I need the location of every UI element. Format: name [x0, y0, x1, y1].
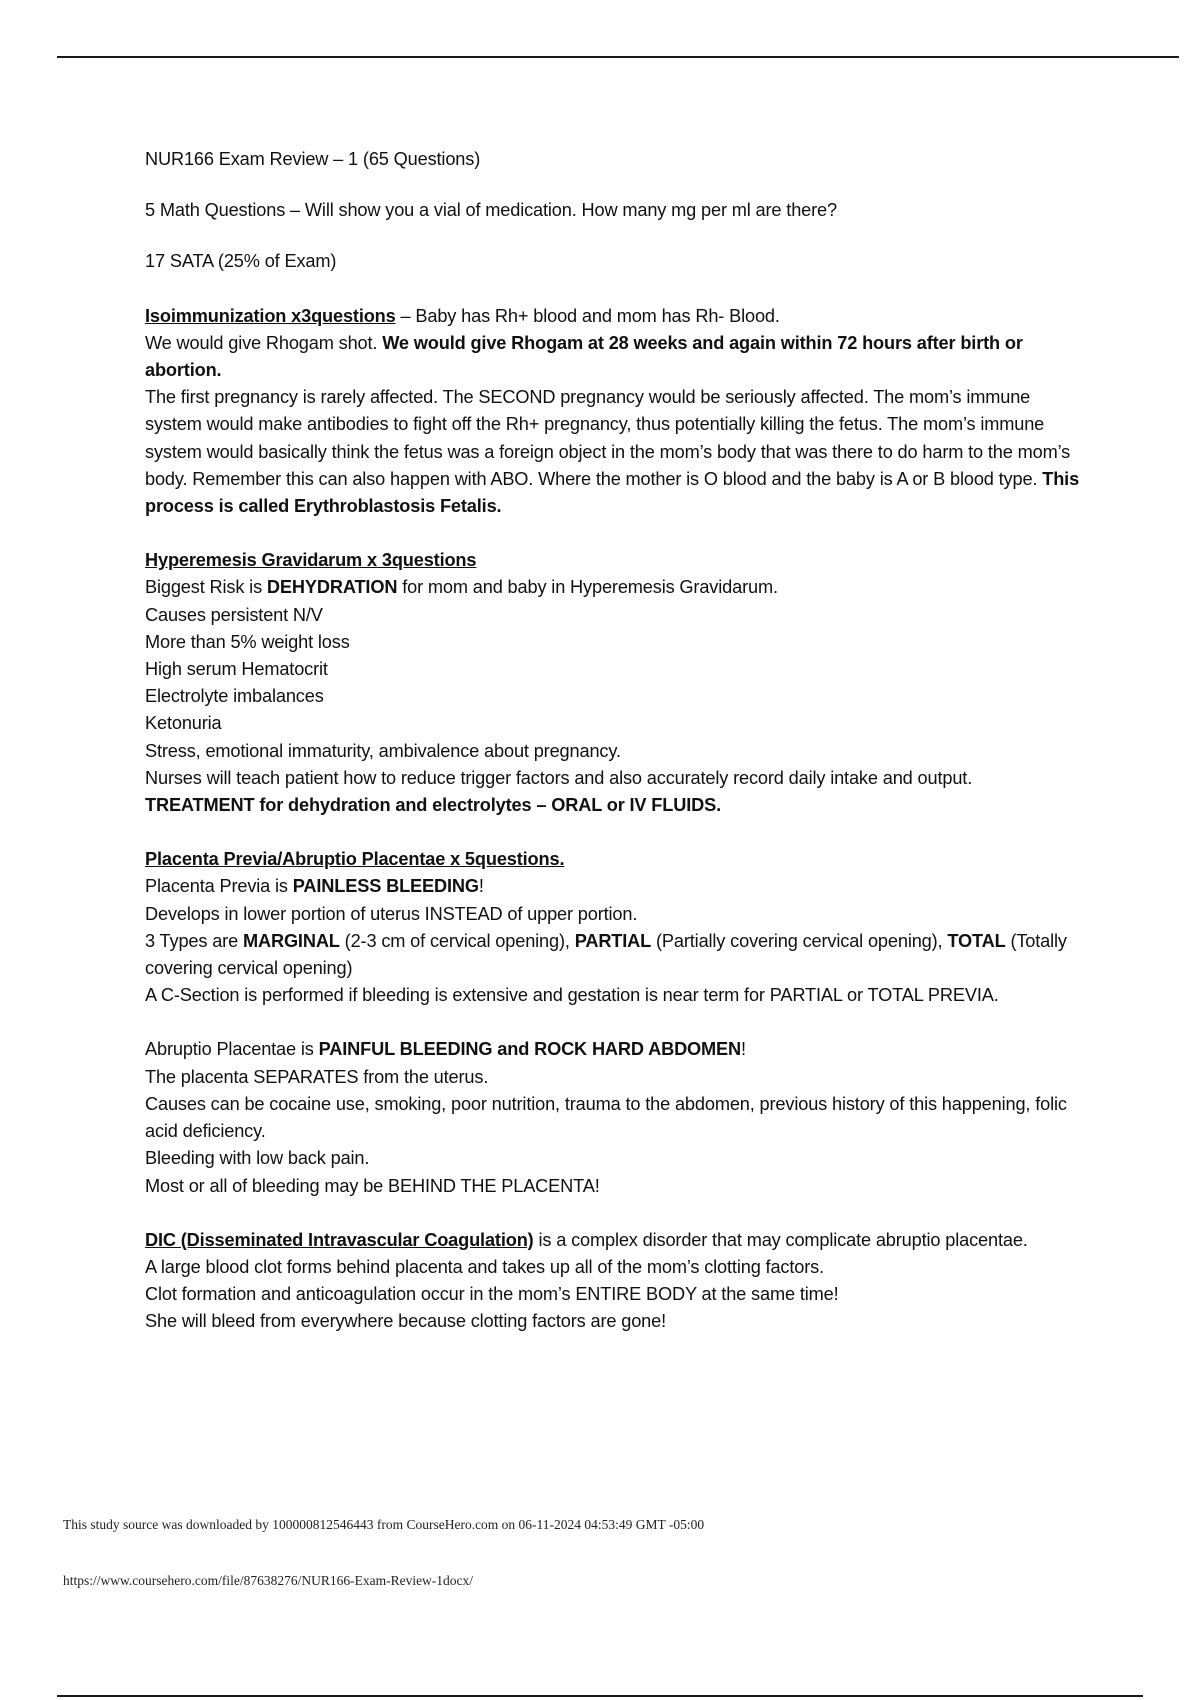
previa-line-4: A C-Section is performed if bleeding is extensive and gestation is near term for PARTIAL or TOTAL PREVIA.: [145, 985, 999, 1006]
footer-source: This study source was downloaded by 100000812546443 from CourseHero.com on 06-11-2024 04:53:49 GMT -05:00: [63, 1517, 705, 1532]
dic-heading: DIC (Disseminated Intravascular Coagulation): [145, 1229, 534, 1250]
previa-heading: [145, 846, 1090, 873]
previa-line-3: [145, 928, 1090, 982]
list-item: Nurses will teach patient how to reduce trigger factors and also accurately record daily intake and output.: [145, 767, 973, 788]
hyper-risk-b: DEHYDRATION: [266, 577, 398, 598]
top-rule: [57, 56, 1179, 58]
iso-rhogam: [145, 330, 1090, 384]
iso-intro-text: – Baby has Rh+ blood and mom has Rh- Blood.: [395, 305, 780, 326]
abruptio-line-1: [145, 1036, 1090, 1063]
hyper-treatment: [145, 792, 1090, 819]
list-item: More than 5% weight loss: [145, 631, 350, 652]
list-item: High serum Hematocrit: [145, 659, 328, 680]
hyper-risk-c: for mom and baby in Hyperemesis Gravidarum.: [397, 577, 778, 598]
previa-l1a: Placenta Previa is: [145, 876, 293, 897]
iso-intro: [145, 303, 1090, 330]
abruptio-l1b: PAINFUL BLEEDING and ROCK HARD ABDOMEN: [318, 1039, 742, 1060]
abruptio-l1a: Abruptio Placentae is: [145, 1039, 319, 1060]
abruptio-line-4: Bleeding with low back pain.: [145, 1148, 370, 1169]
iso-rhogam-bold: We would give Rhogam at 28 weeks and again within 72 hours after birth or abortion.: [145, 332, 1023, 381]
hyper-heading-text: Hyperemesis Gravidarum x 3questions: [145, 550, 477, 571]
bottom-rule: [57, 1695, 1143, 1697]
previa-l3e: (Partially covering cervical opening),: [651, 930, 948, 951]
abruptio-line-3: Causes can be cocaine use, smoking, poor nutrition, trauma to the abdomen, previous history of this happening, folic acid deficiency.: [145, 1093, 1067, 1142]
previa-l3a: 3 Types are: [145, 930, 243, 951]
hyper-heading: [145, 547, 1090, 574]
previa-heading-text: Placenta Previa/Abruptio Placentae x 5questions.: [145, 849, 565, 870]
sata-note: 17 SATA (25% of Exam): [145, 251, 337, 272]
iso-paragraph-text: The first pregnancy is rarely affected. The SECOND pregnancy would be seriously affected. The mom’s immune system would make antibodies to fight off the Rh+ pregnancy, thus potentially killing the fetus. The mom’s immune system would basically think the fetus was a foreign object in the mom’s body that was there to do harm to the mom’s body. Remember this can also happen with ABO. Where the mother is O blood and the baby is A or B blood type.: [145, 387, 1071, 489]
hyper-risk: [145, 574, 1090, 601]
math-note: 5 Math Questions – Will show you a vial of medication. How many mg per ml are there?: [145, 200, 837, 221]
dic-intro: [145, 1227, 1090, 1254]
iso-paragraph: [145, 384, 1090, 520]
previa-l3g: (Totally covering cervical opening): [145, 930, 1067, 979]
previa-line-2: Develops in lower portion of uterus INSTEAD of upper portion.: [145, 903, 638, 924]
previa-l1b: PAINLESS BLEEDING: [292, 876, 479, 897]
abruptio-l1c: !: [741, 1039, 746, 1060]
dic-intro-text: is a complex disorder that may complicate abruptio placentae.: [533, 1229, 1028, 1250]
document-body: [145, 146, 1090, 1336]
previa-l3f: TOTAL: [947, 930, 1006, 951]
abruptio-line-2: The placenta SEPARATES from the uterus.: [145, 1066, 489, 1087]
previa-line-1: [145, 873, 1090, 900]
previa-l3c: (2-3 cm of cervical opening),: [339, 930, 575, 951]
dic-line-3: Clot formation and anticoagulation occur in the mom’s ENTIRE BODY at the same time!: [145, 1284, 839, 1305]
list-item: Causes persistent N/V: [145, 604, 323, 625]
list-item: Ketonuria: [145, 713, 222, 734]
list-item: Stress, emotional immaturity, ambivalence about pregnancy.: [145, 740, 621, 761]
dic-line-4: She will bleed from everywhere because clotting factors are gone!: [145, 1311, 667, 1332]
previa-l1c: !: [478, 876, 484, 897]
iso-paragraph-bold: This process is called Erythroblastosis Fetalis.: [145, 468, 1080, 517]
document-title: NUR166 Exam Review – 1 (65 Questions): [145, 149, 481, 169]
previa-l3b: MARGINAL: [242, 930, 340, 951]
iso-rhogam-text: We would give Rhogam shot.: [145, 332, 383, 353]
iso-heading: Isoimmunization x3questions: [145, 305, 396, 326]
hyper-risk-a: Biggest Risk is: [145, 577, 267, 598]
previa-l3d: PARTIAL: [574, 930, 652, 951]
footer-url[interactable]: https://www.coursehero.com/file/87638276/NUR166-Exam-Review-1docx/: [63, 1573, 474, 1588]
abruptio-line-5: Most or all of bleeding may be BEHIND THE PLACENTA!: [145, 1175, 600, 1196]
list-item: Electrolyte imbalances: [145, 686, 324, 707]
dic-line-2: A large blood clot forms behind placenta and takes up all of the mom’s clotting factors.: [145, 1256, 824, 1277]
hyper-treatment-text: TREATMENT for dehydration and electrolytes – ORAL or IV FLUIDS.: [145, 795, 721, 816]
